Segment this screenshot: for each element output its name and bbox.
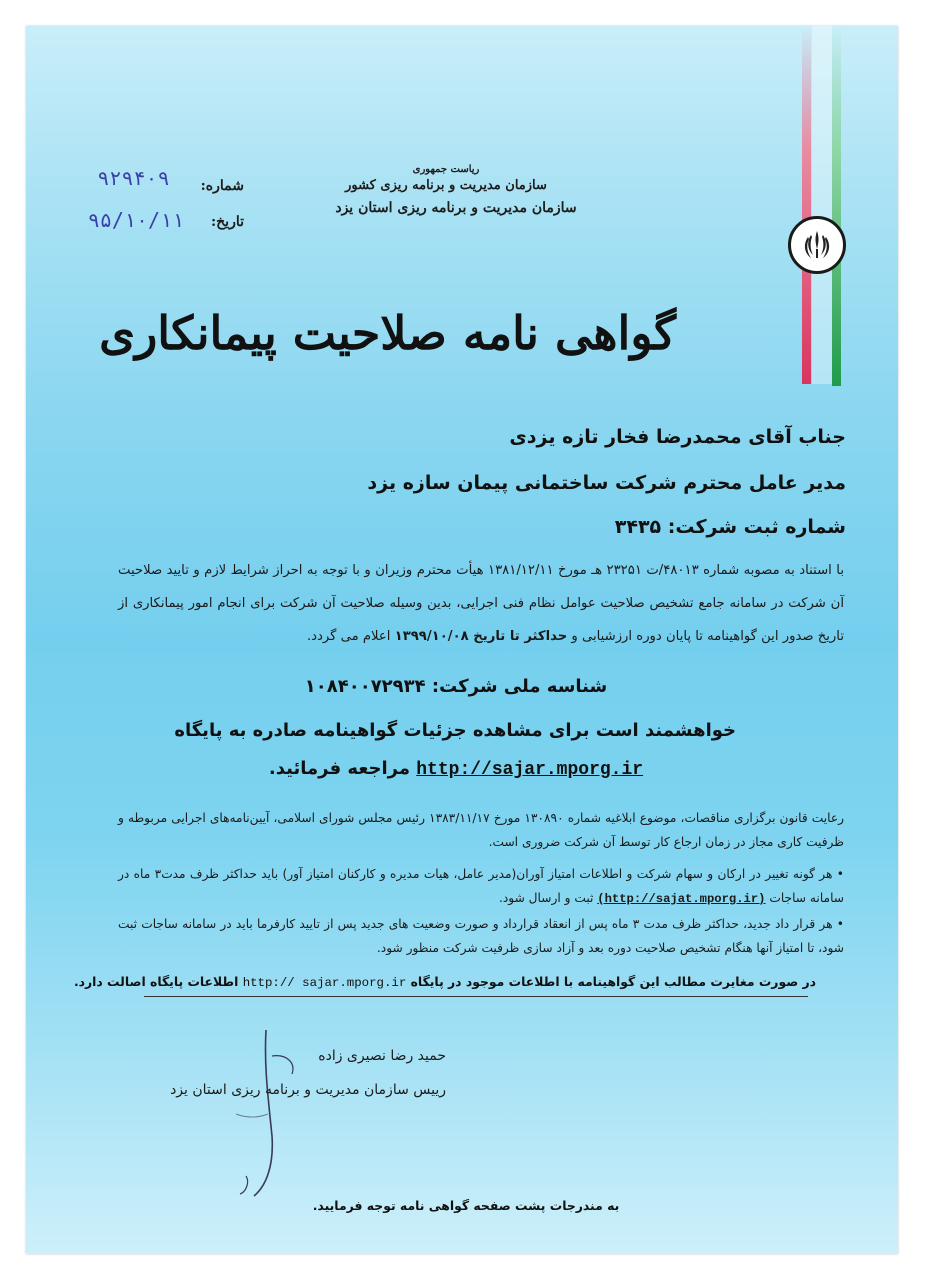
flag-stripe-red	[802, 26, 811, 384]
authenticity-warning	[73, 974, 816, 990]
date-value: ۹۵/۱۰/۱۱	[87, 208, 185, 232]
certificate-title: گواهی نامه صلاحیت پیمانکاری	[99, 306, 676, 360]
notes-intro: رعایت قانون برگزاری مناقصات، موضوع ابلاغیه شماره ۱۳۰۸۹۰ مورخ ۱۳۸۳/۱۱/۱۷ رئیس مجلس شورای اسلامی، آیین‌نامه‌های اجرایی مربوطه و ظرفیت کاری مجاز در زمان ارجاع کار توسط آن شرکت ضروری است.	[118, 811, 845, 849]
warning-text-a: در صورت مغایرت مطالب این گواهینامه با اطلاعات موجود در پایگاه	[410, 974, 816, 989]
bullet-2-dot: •	[832, 917, 844, 931]
body-part1: با استناد به مصوبه شماره ۴۸۰۱۳/ت ۲۳۲۵۱ هـ مورخ ۱۳۸۱/۱۲/۱۱ هیأت محترم وزیران و با توجه به احراز شرایط لازم و تایید صلاحیت آن شرکت در سامانه جامع تشخیص صلاحیت عوامل نظام فنی اجرایی، بدین وسیله صلاحیت آن شرکت برای انجام امور پیمانکاری از تاریخ صدور این گواهینامه تا پایان دوره ارزشیابی و	[118, 563, 844, 644]
bullet-1-dot: •	[832, 867, 844, 881]
sajat-link[interactable]: (http://sajat.mporg.ir)	[597, 892, 766, 906]
request-line2	[176, 758, 736, 780]
request-suffix: مراجعه فرمائید.	[268, 758, 410, 779]
registration-value: ۳۴۳۵	[614, 516, 662, 538]
note-bullet-2	[118, 912, 844, 960]
warning-link[interactable]: http:// sajar.mporg.ir	[242, 976, 407, 990]
certificate-body	[118, 554, 844, 653]
recipient-title: مدیر عامل محترم شرکت ساختمانی پیمان سازه یزد	[367, 472, 846, 494]
bullet-1-text-b: ثبت و ارسال شود.	[499, 891, 594, 905]
validity-date: حداکثر تا تاریخ ۱۳۹۹/۱۰/۰۸	[394, 629, 568, 644]
org-national: سازمان مدیریت و برنامه ریزی کشور	[345, 178, 547, 193]
registration-number	[326, 516, 846, 538]
flag-stripe-green	[832, 26, 841, 386]
presidency-label: ریاست جمهوری	[412, 164, 480, 175]
national-id-value: ۱۰۸۴۰۰۷۲۹۳۴	[304, 676, 426, 697]
signatory-name: حمید رضا نصیری زاده	[318, 1048, 446, 1064]
sajar-link[interactable]: http://sajar.mporg.ir	[416, 760, 644, 780]
request-line1: خواهشمند است برای مشاهده جزئیات گواهینامه صادره به پایگاه	[174, 720, 736, 741]
footer-note: به مندرجات پشت صفحه گواهی نامه توجه فرمایید.	[312, 1198, 620, 1213]
recipient-name: جناب آقای محمدرضا فخار تازه یزدی	[509, 426, 846, 448]
warning-text-b: اطلاعات پایگاه اصالت دارد.	[73, 974, 239, 989]
org-province: سازمان مدیریت و برنامه ریزی استان یزد	[335, 200, 577, 216]
national-id-label: شناسه ملی شرکت:	[431, 676, 608, 697]
number-label: شماره:	[200, 178, 244, 194]
bullet-2-text: هر قرار داد جدید، حداکثر ظرف مدت ۳ ماه پس از انعقاد قرارداد و صورت وضعیت های جدید پس از تایید کارفرما باید در سامانه ساجات ثبت شود، تا امتیاز آنها هنگام تشخیص صلاحیت دوره بعد و آزاد سازی ظرفیت شرکت منظور شود.	[118, 917, 844, 955]
iran-emblem-icon	[788, 216, 846, 274]
body-part2: اعلام می گردد.	[306, 629, 391, 644]
bullet-1-text-a: هر گونه تغییر در ارکان و سهام شرکت و اطلاعات امتیاز آوران(مدیر عامل، هیات مدیره و کارکنان امتیاز آور) باید حداکثر ظرف مدت۳ ماه در سامانه ساجات	[118, 867, 844, 905]
flag-stripe-white	[812, 26, 832, 384]
registration-label: شماره ثبت شرکت:	[667, 516, 846, 538]
signatory-role: رییس سازمان مدیریت و برنامه ریزی استان یزد	[170, 1082, 446, 1098]
national-id	[176, 676, 736, 697]
certificate-sheet	[26, 26, 898, 1254]
note-bullet-1	[118, 862, 844, 911]
date-label: تاریخ:	[210, 214, 244, 230]
number-value: ۹۲۹۴۰۹	[97, 166, 170, 190]
warning-underline	[144, 996, 808, 997]
